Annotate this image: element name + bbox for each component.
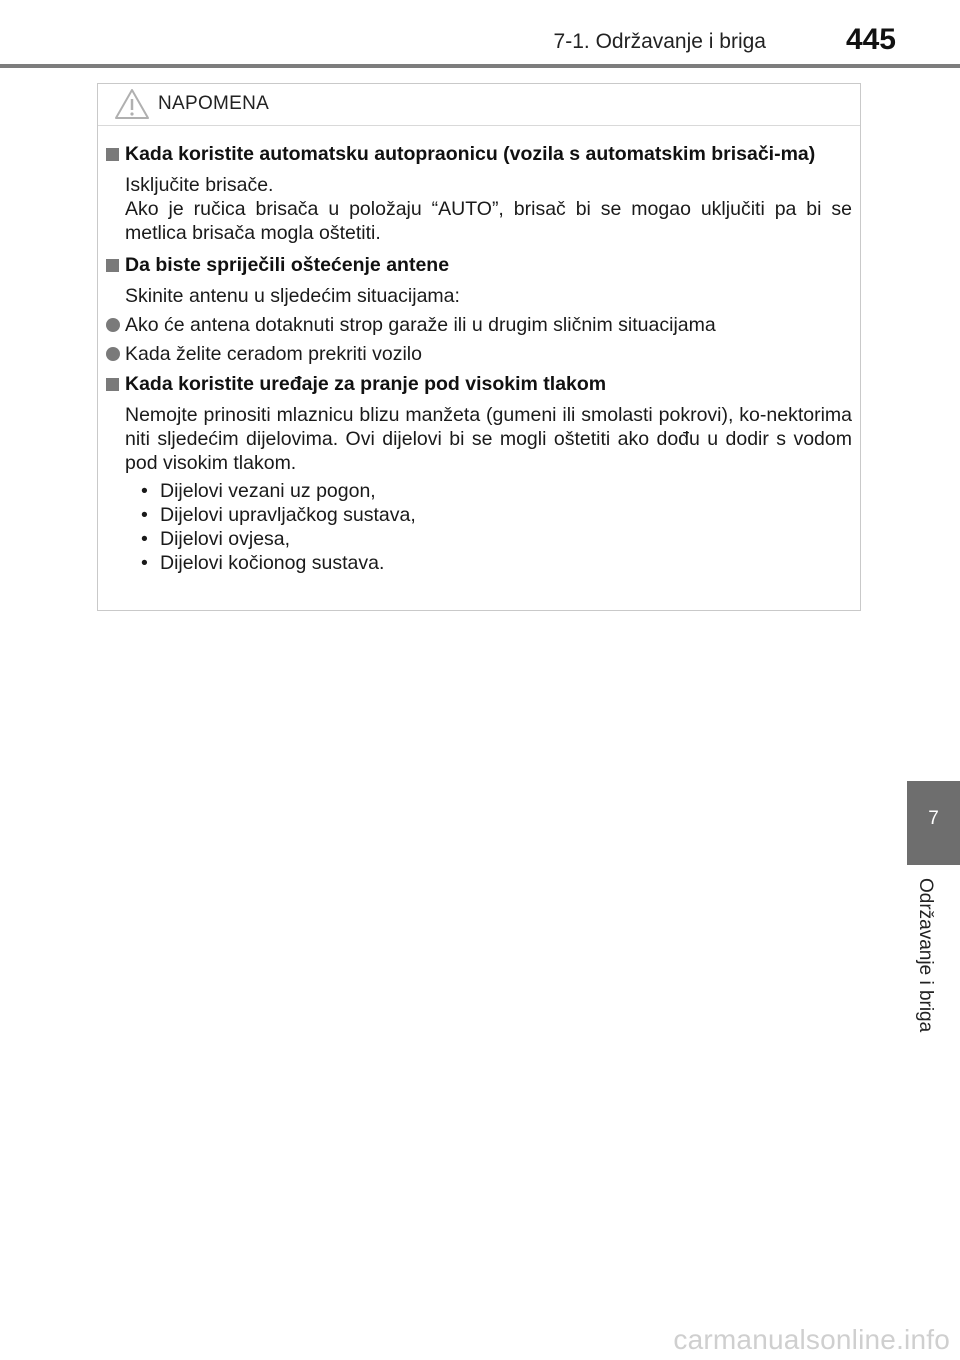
section-heading-text: Da biste spriječili oštećenje antene [125,254,450,276]
list-item-text: Dijelovi vezani uz pogon, [160,480,376,502]
section-title: 7-1. Održavanje i briga [553,30,766,53]
list-item-text: Kada želite ceradom prekriti vozilo [125,343,422,365]
chapter-tab [907,781,960,865]
bullet-dot-icon: • [141,504,148,526]
list-item [141,479,852,503]
note-body [103,142,852,575]
chapter-number: 7 [928,808,939,829]
paragraph-line: Isključite brisače. [125,174,274,196]
list-item-text: Dijelovi ovjesa, [160,528,291,550]
square-bullet-icon [106,378,119,391]
list-item-text: Dijelovi kočionog sustava. [160,552,385,574]
list-item-text: Ako će antena dotaknuti strop garaže ili u drugim sličnim situacijama [125,314,716,336]
note-box [97,83,861,611]
list-item [103,342,852,366]
list-item-text: Dijelovi upravljačkog sustava, [160,504,416,526]
note-title: NAPOMENA [158,93,270,114]
section-heading [103,253,852,278]
bullet-dot-icon: • [141,552,148,574]
list-item [141,527,852,551]
square-bullet-icon [106,148,119,161]
section-heading-text: Kada koristite automatsku autopraonicu (vozila s automatskim brisači-ma) [125,143,816,165]
paragraph: Nemojte prinositi mlaznicu blizu manžeta (gumeni ili smolasti pokrovi), ko-nektorima niti sljedećim dijelovima. Ovi dijelovi bi se mogli oštetiti ako dođu u dodir s vodom pod visokim tlakom. [125,404,852,474]
list-item [141,503,852,527]
paragraph [103,173,852,245]
circle-bullet-icon [106,318,120,332]
page-number: 445 [845,23,896,56]
section-heading [103,142,852,167]
list-item [103,313,852,337]
paragraph: Skinite antenu u sljedećim situacijama: [125,285,460,307]
square-bullet-icon [106,259,119,272]
bullet-dot-icon: • [141,480,148,502]
chapter-label: Održavanje i briga [915,878,936,1033]
watermark: carmanualsonline.info [673,1324,950,1355]
header-divider [0,64,960,68]
circle-bullet-icon [106,347,120,361]
note-header [98,84,860,126]
section-heading-text: Kada koristite uređaje za pranje pod visokim tlakom [125,373,607,395]
list-item [141,551,852,575]
bullet-dot-icon: • [141,528,148,550]
section-heading [103,372,852,397]
bullet-list [103,479,852,575]
warning-icon [114,88,150,120]
paragraph-line: Ako je ručica brisača u položaju “AUTO”, brisač bi se mogao uključiti pa bi se metlica brisača mogla oštetiti. [125,198,852,244]
